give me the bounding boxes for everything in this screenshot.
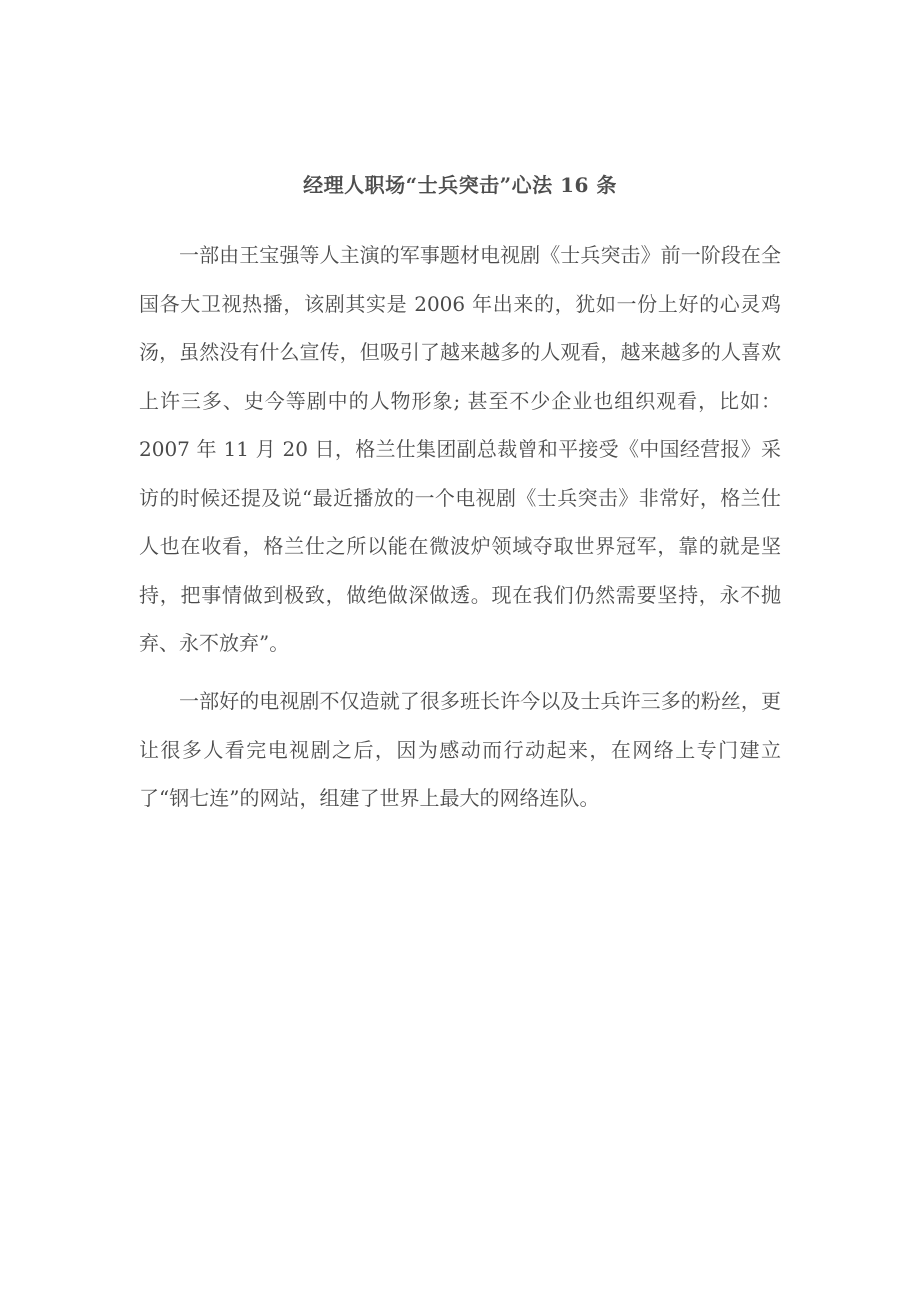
- paragraph-1: 一部由王宝强等人主演的军事题材电视剧《士兵突击》前一阶段在全国各大卫视热播，该剧其实是 2006 年出来的，犹如一份上好的心灵鸡汤，虽然没有什么宣传，但吸引了越来越多的人观看，越来越多的人喜欢上许三多、史今等剧中的人物形象; 甚至不少企业也组织观看，比如：2007 年 11 月 20 日，格兰仕集团副总裁曾和平接受《中国经营报》采访的时候还提及说“最近播放的一个电视剧《士兵突击》非常好，格兰仕人也在收看，格兰仕之所以能在微波炉领域夺取世界冠军，靠的就是坚持，把事情做到极致，做绝做深做透。现在我们仍然需要坚持，永不抛弃、永不放弃”。: [139, 243, 781, 655]
- document-title: 经理人职场“士兵突击”心法 16 条: [303, 173, 617, 197]
- paragraph-2: 一部好的电视剧不仅造就了很多班长许今以及士兵许三多的粉丝，更让很多人看完电视剧之后，因为感动而行动起来，在网络上专门建立了“钢七连”的网站，组建了世界上最大的网络连队。: [139, 689, 781, 810]
